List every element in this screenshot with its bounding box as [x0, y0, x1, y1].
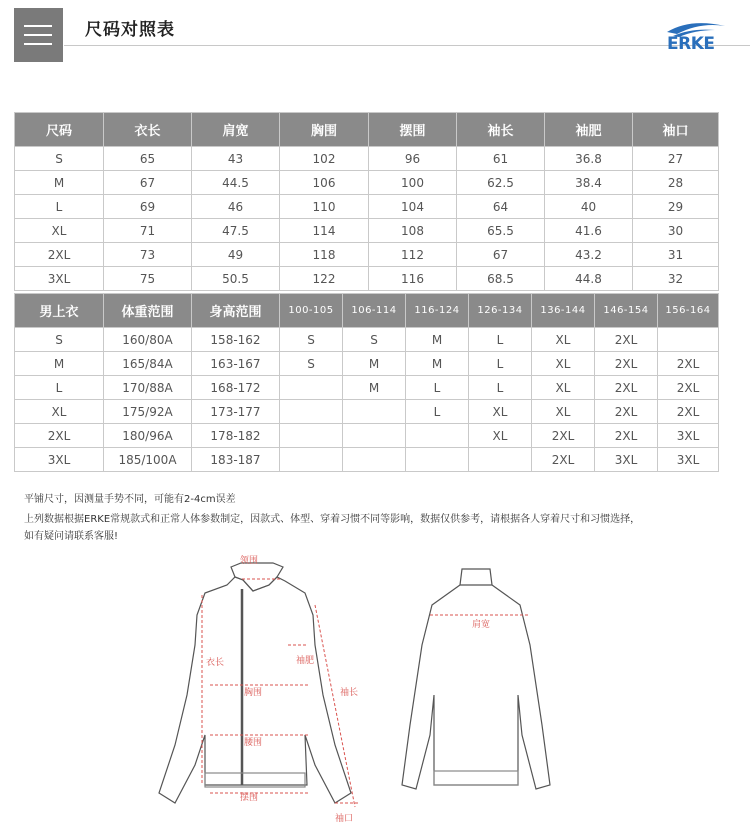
column-header: 袖口	[633, 113, 719, 147]
table-cell: 64	[457, 195, 545, 219]
column-header: 摆围	[369, 113, 457, 147]
table-cell: 49	[192, 243, 280, 267]
table-cell: 2XL	[15, 243, 104, 267]
table-cell: 2XL	[658, 400, 719, 424]
table-cell: 2XL	[595, 400, 658, 424]
table-cell: 122	[280, 267, 369, 291]
label-sleeve-width: 袖肥	[296, 656, 315, 666]
table-cell: 32	[633, 267, 719, 291]
table-cell: 173-177	[192, 400, 280, 424]
table-cell: 2XL	[595, 376, 658, 400]
table-cell: 2XL	[658, 352, 719, 376]
table-cell: 160/80A	[104, 328, 192, 352]
table-row	[15, 171, 719, 195]
column-header: 156-164	[658, 294, 719, 328]
fit-chart-header-row	[15, 294, 719, 328]
column-header: 尺码	[15, 113, 104, 147]
table-cell: L	[406, 400, 469, 424]
table-cell: 30	[633, 219, 719, 243]
table-cell: 68.5	[457, 267, 545, 291]
table-cell: L	[469, 352, 532, 376]
page-title: 尺码对照表	[85, 20, 175, 40]
table-cell	[406, 448, 469, 472]
table-cell: M	[343, 352, 406, 376]
table-cell: XL	[532, 352, 595, 376]
table-cell: XL	[15, 219, 104, 243]
table-cell: 43	[192, 147, 280, 171]
page-header	[0, 0, 750, 70]
table-cell: 73	[104, 243, 192, 267]
table-cell: 3XL	[15, 448, 104, 472]
column-header: 体重范围	[104, 294, 192, 328]
table-cell: 75	[104, 267, 192, 291]
table-cell: XL	[532, 400, 595, 424]
table-cell: 2XL	[595, 352, 658, 376]
table-cell: S	[15, 328, 104, 352]
table-cell: M	[15, 352, 104, 376]
table-cell: 2XL	[532, 448, 595, 472]
table-cell: 116	[369, 267, 457, 291]
table-cell	[658, 328, 719, 352]
table-cell: 46	[192, 195, 280, 219]
table-cell: 61	[457, 147, 545, 171]
label-waist: 腰围	[244, 738, 263, 748]
table-row	[15, 195, 719, 219]
label-length: 衣长	[206, 658, 225, 668]
label-hem: 摆围	[240, 793, 259, 803]
jacket-illustration	[150, 545, 580, 835]
table-cell: 41.6	[545, 219, 633, 243]
table-cell: 106	[280, 171, 369, 195]
table-cell: L	[15, 195, 104, 219]
title-divider	[64, 45, 750, 46]
table-cell: 168-172	[192, 376, 280, 400]
table-row	[15, 376, 719, 400]
column-header: 116-124	[406, 294, 469, 328]
table-cell: 28	[633, 171, 719, 195]
label-chest: 胸围	[244, 688, 263, 698]
size-chart-header-row	[15, 113, 719, 147]
table-cell: 40	[545, 195, 633, 219]
table-cell: 38.4	[545, 171, 633, 195]
column-header: 袖肥	[545, 113, 633, 147]
note-contact: 如有疑问请联系客服!	[24, 531, 119, 542]
table-cell: S	[343, 328, 406, 352]
column-header: 男上衣	[15, 294, 104, 328]
size-chart-body	[15, 147, 719, 291]
note-disclaimer: 上列数据根据ERKE常规款式和正常人体参数制定，因款式、体型、穿着习惯不同等影响，数据仅供参考，请根据各人穿着尺寸和习惯选择，	[24, 514, 641, 525]
table-row	[15, 424, 719, 448]
table-cell: 3XL	[658, 448, 719, 472]
table-row	[15, 352, 719, 376]
note-measurement: 平铺尺寸，因测量手势不同，可能有2-4cm误差	[24, 494, 236, 505]
table-cell: 31	[633, 243, 719, 267]
column-header: 胸围	[280, 113, 369, 147]
table-row	[15, 219, 719, 243]
table-cell: 27	[633, 147, 719, 171]
measurement-diagram	[150, 545, 580, 835]
table-cell: 163-167	[192, 352, 280, 376]
table-cell: 118	[280, 243, 369, 267]
table-cell: 96	[369, 147, 457, 171]
table-cell: 2XL	[658, 376, 719, 400]
column-header: 袖长	[457, 113, 545, 147]
table-cell: XL	[15, 400, 104, 424]
table-cell: 102	[280, 147, 369, 171]
table-cell: 170/88A	[104, 376, 192, 400]
size-chart-table	[14, 112, 719, 291]
table-cell: 158-162	[192, 328, 280, 352]
jacket-front	[159, 563, 351, 803]
fit-chart-table	[14, 293, 719, 472]
table-cell: 110	[280, 195, 369, 219]
brand-name: ERKE	[667, 34, 715, 54]
label-collar: 领围	[240, 556, 259, 566]
table-cell: XL	[532, 328, 595, 352]
table-cell: 2XL	[595, 424, 658, 448]
table-cell: S	[15, 147, 104, 171]
table-row	[15, 448, 719, 472]
table-cell: 183-187	[192, 448, 280, 472]
table-cell: 44.5	[192, 171, 280, 195]
table-cell	[343, 448, 406, 472]
column-header: 100-105	[280, 294, 343, 328]
table-cell: 71	[104, 219, 192, 243]
table-cell: 2XL	[532, 424, 595, 448]
table-row	[15, 328, 719, 352]
table-row	[15, 147, 719, 171]
table-cell: XL	[469, 424, 532, 448]
column-header: 肩宽	[192, 113, 280, 147]
table-cell: M	[406, 352, 469, 376]
table-cell	[280, 448, 343, 472]
table-cell: 29	[633, 195, 719, 219]
table-cell: 180/96A	[104, 424, 192, 448]
table-cell: L	[15, 376, 104, 400]
brand-logo	[655, 20, 735, 64]
table-row	[15, 400, 719, 424]
table-cell: M	[15, 171, 104, 195]
table-cell: 44.8	[545, 267, 633, 291]
table-cell: 67	[104, 171, 192, 195]
column-header: 衣长	[104, 113, 192, 147]
table-cell: 112	[369, 243, 457, 267]
table-cell: 3XL	[595, 448, 658, 472]
table-cell	[280, 400, 343, 424]
table-cell: 165/84A	[104, 352, 192, 376]
table-cell: 2XL	[595, 328, 658, 352]
table-cell: 65.5	[457, 219, 545, 243]
table-cell: 114	[280, 219, 369, 243]
table-cell: 47.5	[192, 219, 280, 243]
table-cell	[280, 376, 343, 400]
column-header: 146-154	[595, 294, 658, 328]
table-cell: 43.2	[545, 243, 633, 267]
table-cell: 65	[104, 147, 192, 171]
table-cell: 185/100A	[104, 448, 192, 472]
table-cell: S	[280, 352, 343, 376]
table-cell: S	[280, 328, 343, 352]
column-header: 126-134	[469, 294, 532, 328]
table-cell: 69	[104, 195, 192, 219]
table-cell: L	[469, 376, 532, 400]
table-cell: 36.8	[545, 147, 633, 171]
table-cell: 100	[369, 171, 457, 195]
table-cell	[343, 424, 406, 448]
table-cell	[343, 400, 406, 424]
table-cell: 2XL	[15, 424, 104, 448]
table-cell: 108	[369, 219, 457, 243]
table-cell: 175/92A	[104, 400, 192, 424]
label-shoulder: 肩宽	[472, 620, 491, 630]
table-cell: L	[469, 328, 532, 352]
table-cell: 50.5	[192, 267, 280, 291]
table-cell: 3XL	[658, 424, 719, 448]
table-cell: 62.5	[457, 171, 545, 195]
table-cell: XL	[532, 376, 595, 400]
menu-icon[interactable]	[14, 8, 63, 62]
table-cell	[280, 424, 343, 448]
table-cell: L	[406, 376, 469, 400]
table-cell: 178-182	[192, 424, 280, 448]
table-cell	[469, 448, 532, 472]
table-cell	[406, 424, 469, 448]
table-cell: M	[406, 328, 469, 352]
table-cell: M	[343, 376, 406, 400]
jacket-back	[402, 569, 550, 789]
table-cell: 3XL	[15, 267, 104, 291]
table-cell: 104	[369, 195, 457, 219]
table-cell: 67	[457, 243, 545, 267]
fit-chart-body	[15, 328, 719, 472]
table-row	[15, 243, 719, 267]
column-header: 身高范围	[192, 294, 280, 328]
table-cell: XL	[469, 400, 532, 424]
column-header: 106-114	[343, 294, 406, 328]
label-sleeve-length: 袖长	[340, 688, 359, 698]
column-header: 136-144	[532, 294, 595, 328]
label-cuff: 袖口	[335, 814, 354, 824]
table-row	[15, 267, 719, 291]
